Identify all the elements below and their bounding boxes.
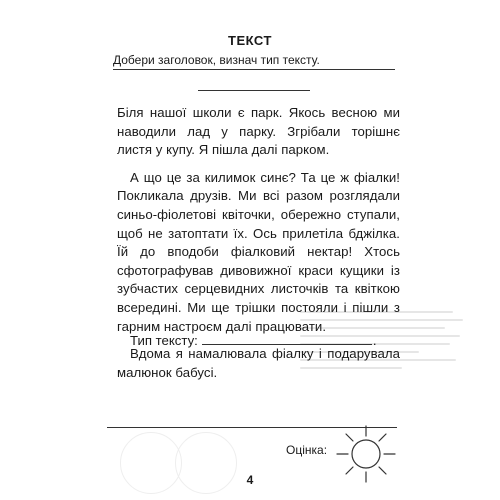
paragraph: Вдома я намалювала фіалку і подарувала малюнок бабусі. xyxy=(117,346,400,380)
task-instruction: Добери заголовок, визнач тип тексту. xyxy=(113,53,395,70)
grade-label: Оцінка: xyxy=(286,443,328,457)
paragraph: А що це за килимок синє? Та це ж фіалки! Покликала друзів. Ми всі разом розглядали синьо-фіолетові квіточки, обережно ступали, щоб не затоптати їх. Ось прилетіла бджілка. Їй до вподоби фіалковий нектар! Хтось сфотографував дивовижної краси кущики із зубчастих серцевидних листочків та квіткою всередині. Ми ще трішки постояли і пішли з гарним настроєм далі працювати. xyxy=(117,169,400,334)
text-type-label: Тип тексту: xyxy=(130,333,198,348)
title-answer-blank[interactable] xyxy=(198,90,310,91)
text-type-row xyxy=(130,332,377,348)
text-type-blank[interactable] xyxy=(202,332,372,345)
text-type-end: . xyxy=(372,333,377,348)
page-number: 4 xyxy=(246,473,254,487)
page-title: ТЕКСТ xyxy=(228,33,272,48)
paragraph: Біля нашої школи є парк. Якось весною ми наводили лад у парку. Згрібали торішнє листя у купу. Я пішла далі парком. xyxy=(117,105,400,158)
